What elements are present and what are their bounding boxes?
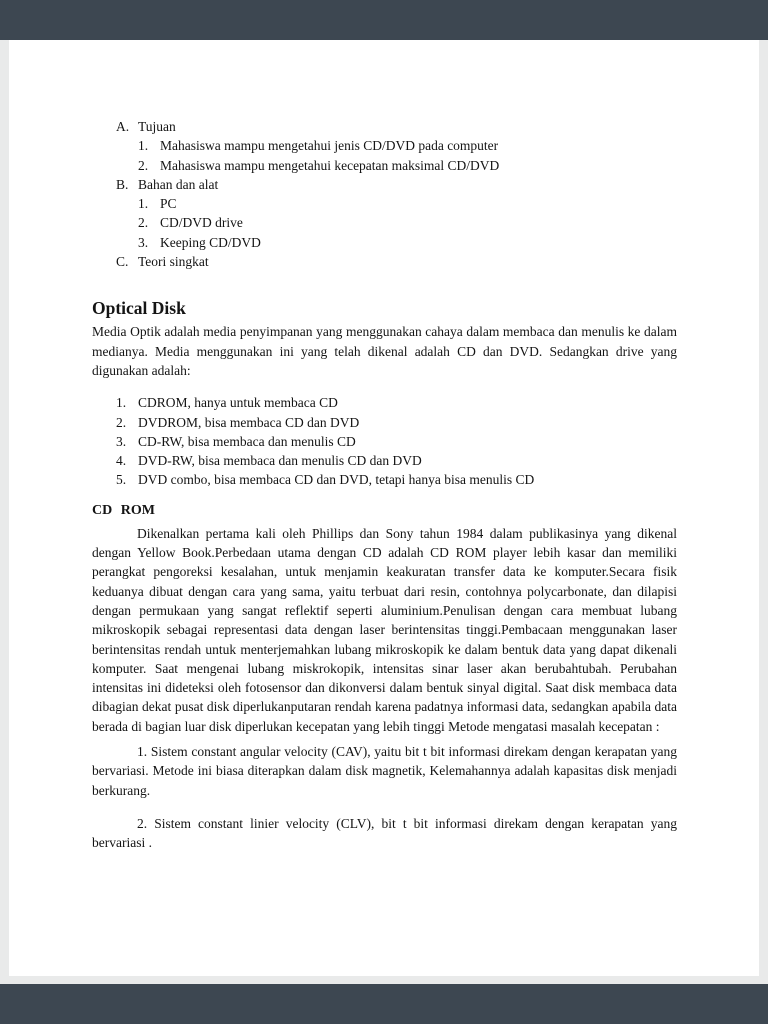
cav-paragraph: 1. Sistem constant angular velocity (CAV), yaitu bit t bit informasi direkam dengan kerapatan yang bervariasi. Metode ini biasa diterapkan dalam disk magnetik, Kelemahannya adalah kapasitas disk menjadi berkurang. xyxy=(92,744,677,798)
optical-disk-intro-paragraph: Media Optik adalah media penyimpanan yang menggunakan cahaya dalam membaca dan menulis ke dalam medianya. Media menggunakan ini yang telah dikenal adalah CD dan DVD. Sedangkan drive yang digunakan adalah: xyxy=(92,324,677,378)
list-marker: 1. xyxy=(116,395,127,411)
outline-list xyxy=(92,117,677,271)
outline-marker: A. xyxy=(116,119,130,134)
list-text: DVD-RW, bisa membaca dan menulis CD dan DVD xyxy=(138,453,422,469)
list-item xyxy=(116,413,677,432)
outline-item xyxy=(116,175,677,194)
outline-item xyxy=(138,194,677,213)
list-text: CDROM, hanya untuk membaca CD xyxy=(138,395,338,411)
list-item xyxy=(116,432,677,451)
clv-paragraph: 2. Sistem constant linier velocity (CLV), bit t bit informasi direkam dengan kerapatan yang bervariasi . xyxy=(92,815,677,851)
viewer-top-bar xyxy=(0,0,768,40)
outline-item xyxy=(116,117,677,136)
outline-item xyxy=(116,252,677,271)
list-item xyxy=(116,451,677,470)
document-page xyxy=(9,40,759,976)
viewer-bottom-bar xyxy=(0,984,768,1024)
list-item xyxy=(116,393,677,412)
outline-text: CD/DVD drive xyxy=(160,215,243,231)
list-marker: 4. xyxy=(116,453,127,469)
optical-disk-heading: Optical Disk xyxy=(92,298,186,319)
outline-text: Mahasiswa mampu mengetahui jenis CD/DVD pada computer xyxy=(160,138,499,154)
outline-marker: 1. xyxy=(138,138,149,154)
outline-marker: 2. xyxy=(138,157,149,173)
outline-text: Bahan dan alat xyxy=(138,176,219,192)
outline-text: Teori singkat xyxy=(138,254,209,270)
outline-text: Mahasiswa mampu mengetahui kecepatan maksimal CD/DVD xyxy=(160,157,500,173)
outline-marker: 1. xyxy=(138,196,149,212)
list-marker: 5. xyxy=(116,472,127,488)
outline-text: Keeping CD/DVD xyxy=(160,234,261,250)
outline-text: PC xyxy=(160,196,177,212)
list-item xyxy=(116,470,677,489)
outline-item xyxy=(138,156,677,175)
list-text: CD-RW, bisa membaca dan menulis CD xyxy=(138,433,356,449)
page-content xyxy=(9,40,759,853)
list-text: DVD combo, bisa membaca CD dan DVD, tetapi hanya bisa menulis CD xyxy=(138,472,535,488)
cd-rom-heading: CD ROM xyxy=(92,502,155,518)
list-marker: 3. xyxy=(116,433,127,449)
drive-type-list xyxy=(92,393,677,489)
outline-item xyxy=(138,213,677,232)
outline-text: Tujuan xyxy=(138,119,176,134)
outline-marker: 3. xyxy=(138,234,149,250)
outline-item xyxy=(138,233,677,252)
outline-marker: B. xyxy=(116,176,129,192)
cd-rom-paragraph: Dikenalkan pertama kali oleh Phillips dan Sony tahun 1984 dalam publikasinya yang dikenal dengan Yellow Book.Perbedaan utama dengan CD adalah CD ROM player lebih kasar dan memiliki perangkat pengoreksi kesalahan, untuk menjamin keakuratan transfer data ke komputer.Secara fisik keduanya dibuat dengan cara yang sama, yaitu terbuat dari resin, contohnya polycarbonate, dan dilapisi dengan permukaan yang sangat reflektif seperti aluminium.Penulisan dengan cara membuat lubang mikroskopik sebagai representasi data dengan laser berintensitas tinggi.Pembacaan menggunakan laser berintensitas rendah untuk menterjemahkan lubang mikroskopik ke dalam bentuk data yang dapat dikenali komputer. Saat mengenai lubang miskrokopik, intensitas sinar laser akan berubahtubah. Perubahan intensitas ini dideteksi oleh fotosensor dan dikonversi dalam bentuk sinyal digital. Saat disk membaca data dibagian dekat pusat disk diperlukanputaran rendah karena padatnya informasi data, sedangkan apabila data berada di bagian luar disk diperlukan kecepatan yang lebih tinggi Metode mengatasi masalah kecepatan : xyxy=(92,525,677,734)
outline-marker: 2. xyxy=(138,215,149,231)
outline-marker: C. xyxy=(116,254,129,270)
list-marker: 2. xyxy=(116,414,127,430)
outline-item xyxy=(138,136,677,155)
list-text: DVDROM, bisa membaca CD dan DVD xyxy=(138,414,360,430)
